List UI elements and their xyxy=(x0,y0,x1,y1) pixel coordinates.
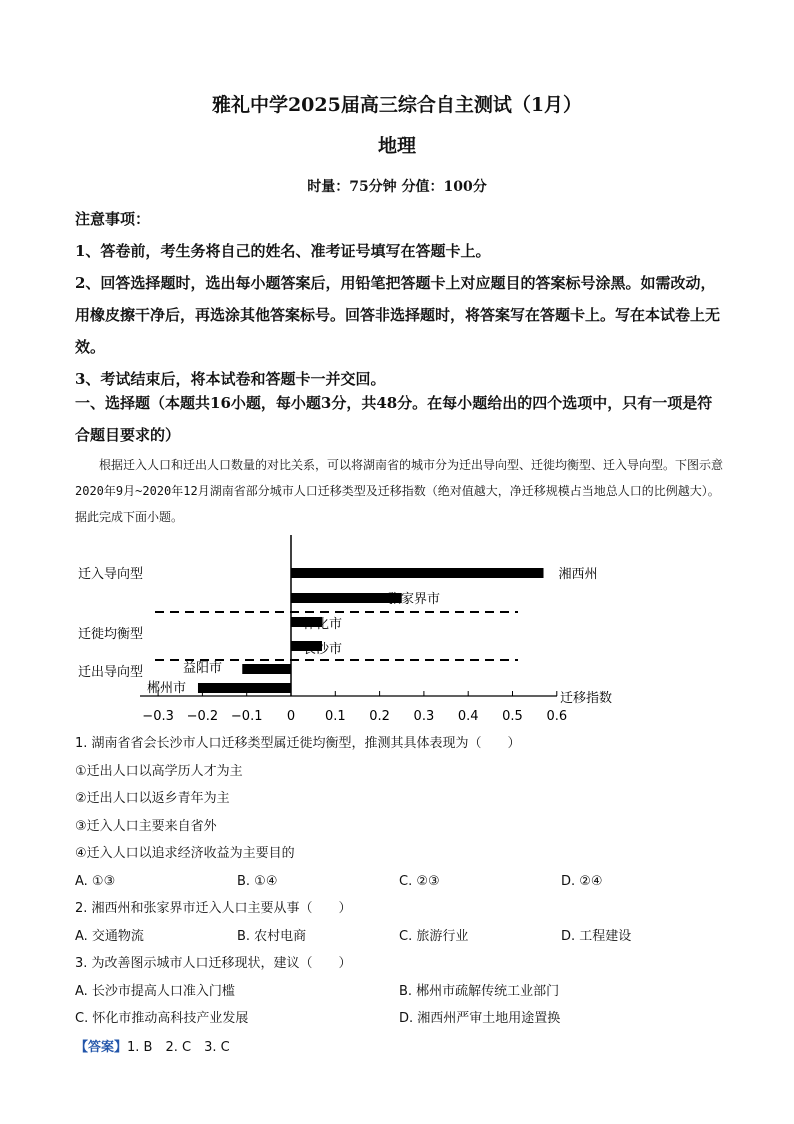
x-tick-label: 0.5 xyxy=(502,709,523,724)
question-intro: 根据迁入人口和迁出人口数量的对比关系，可以将湖南省的城市分为迁出导向型、迁徙均衡型、迁入导向型。下图示意2020年9月~2020年12月湖南省部分城市人口迁移类型及迁移指数（绝对值越大，净迁移规模占当地总人口的比例越大）。据此完成下面小题。 xyxy=(75,458,724,524)
bar-label: 郴州市 xyxy=(146,681,186,696)
note-item: 2、回答选择题时，选出每小题答案后，用铅笔把答题卡上对应题目的答案标号涂黑。如需改动，用橡皮擦干净后，再选涂其他答案标号。回答非选择题时，将答案写在答题卡上。写在本试卷上无效。 xyxy=(75,274,721,356)
migration-index-chart xyxy=(0,535,794,735)
x-tick-label: 0.2 xyxy=(369,709,390,724)
bar-label: 怀化市 xyxy=(303,617,343,632)
x-tick-label: 0.6 xyxy=(546,709,568,724)
exam-subject: 地理 xyxy=(377,135,416,157)
option-a[interactable]: A. ①③ xyxy=(75,873,116,889)
exam-title: 雅礼中学2025届高三综合自主测试（1月） xyxy=(211,94,583,116)
x-tick-label: −0.1 xyxy=(230,709,263,724)
option-d[interactable]: D. 工程建设 xyxy=(561,928,632,944)
bar-label: 益阳市 xyxy=(182,661,222,676)
question-stem: 2. 湘西州和张家界市迁入人口主要从事（ ） xyxy=(75,901,352,916)
option-a[interactable]: A. 交通物流 xyxy=(75,928,144,944)
option-row xyxy=(75,978,725,1006)
x-tick-label: −0.2 xyxy=(186,709,219,724)
bar-湘西州 xyxy=(291,568,544,578)
notes-heading: 注意事项： xyxy=(75,210,151,228)
option-d[interactable]: D. ②④ xyxy=(561,873,603,889)
question-stem: 3. 为改善图示城市人口迁移现状，建议（ ） xyxy=(75,956,352,971)
x-tick-label: 0.3 xyxy=(413,709,435,724)
statement: ③迁入人口主要来自省外 xyxy=(75,818,217,834)
option-b[interactable]: B. 农村电商 xyxy=(237,928,307,944)
group-label: 迁出导向型 xyxy=(78,665,144,680)
option-d[interactable]: D. 湘西州严审土地用途置换 xyxy=(399,1011,561,1026)
x-tick-label: 0.4 xyxy=(457,709,479,724)
option-a[interactable]: A. 长沙市提高人口准入门槛 xyxy=(75,983,235,999)
x-axis-label: 迁移指数 xyxy=(560,691,613,706)
group-label: 迁入导向型 xyxy=(78,567,144,582)
answer-text: 1. B 2. C 3. C xyxy=(127,1040,230,1055)
statement: ④迁入人口以追求经济收益为主要目的 xyxy=(75,846,295,861)
bar-益阳市 xyxy=(242,664,291,674)
bar-张家界市 xyxy=(291,593,402,603)
group-label: 迁徙均衡型 xyxy=(78,627,144,642)
section-heading: 一、选择题（本题共16小题，每小题3分，共48分。在每小题给出的四个选项中，只有一项是符合题目要求的） xyxy=(75,394,713,444)
x-tick-label: 0.1 xyxy=(324,709,346,724)
notes-block xyxy=(75,203,725,395)
bar-label: 湘西州 xyxy=(558,567,598,582)
option-row xyxy=(75,923,725,951)
bar-郴州市 xyxy=(198,683,291,693)
questions-block xyxy=(75,730,725,1033)
option-c[interactable]: C. 怀化市推动高科技产业发展 xyxy=(75,1011,249,1026)
note-item: 3、考试结束后，将本试卷和答题卡一并交回。 xyxy=(75,370,386,388)
exam-timing: 时量：75分钟 分值：100分 xyxy=(307,179,487,195)
option-row xyxy=(75,868,725,896)
option-b[interactable]: B. 郴州市疏解传统工业部门 xyxy=(399,983,560,999)
option-c[interactable]: C. 旅游行业 xyxy=(399,928,469,944)
option-c[interactable]: C. ②③ xyxy=(399,873,440,889)
answer-line xyxy=(75,1036,230,1055)
question-stem: 1. 湖南省省会长沙市人口迁移类型属迁徙均衡型，推测其具体表现为（ ） xyxy=(75,736,521,751)
x-tick-label: −0.3 xyxy=(142,709,174,724)
option-b[interactable]: B. ①④ xyxy=(237,873,278,889)
statement: ①迁出人口以高学历人才为主 xyxy=(75,763,243,779)
bar-label: 张家界市 xyxy=(388,592,441,607)
bar-label: 长沙市 xyxy=(303,642,343,657)
option-row xyxy=(75,1005,725,1033)
answer-tag: 【答案】 xyxy=(75,1040,128,1055)
statement: ②迁出人口以返乡青年为主 xyxy=(75,791,230,806)
x-tick-label: 0 xyxy=(286,709,296,724)
note-item: 1、答卷前，考生务将自己的姓名、准考证号填写在答题卡上。 xyxy=(75,242,491,260)
